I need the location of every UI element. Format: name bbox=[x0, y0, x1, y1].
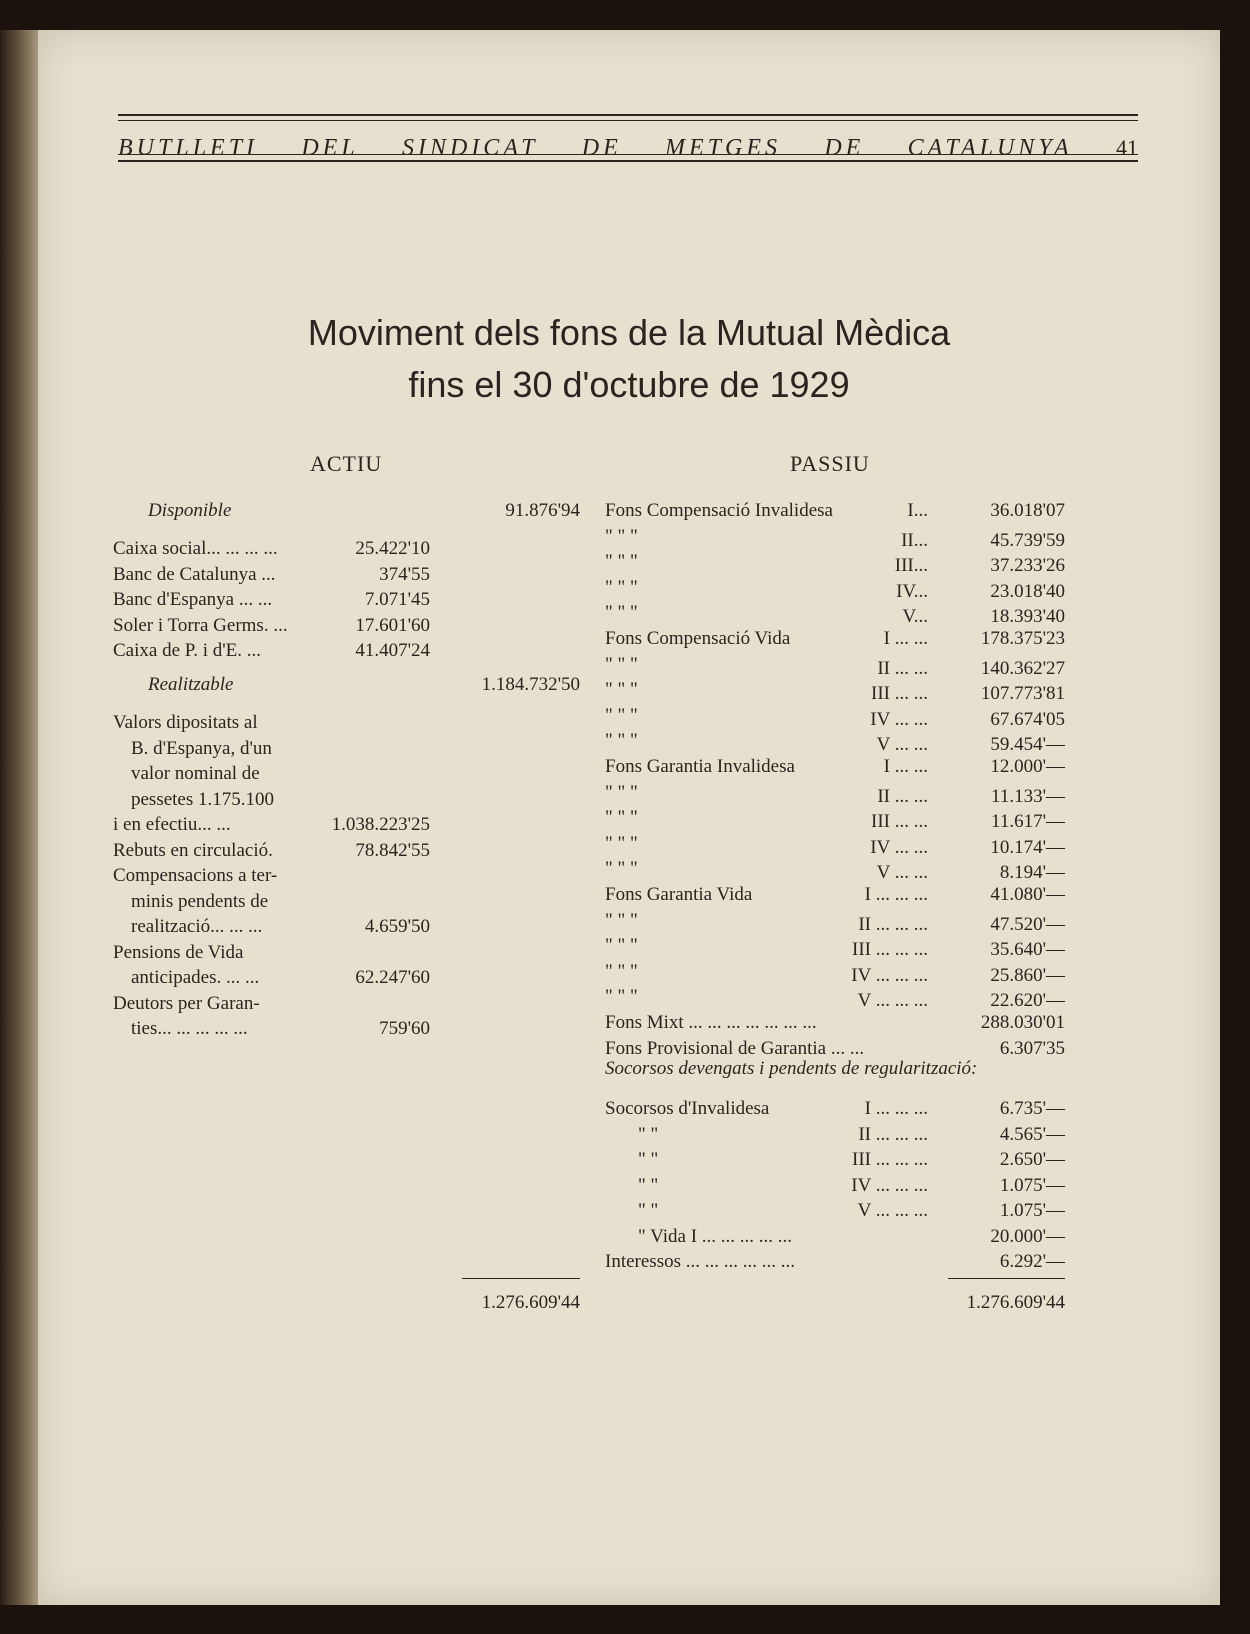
passiu-row-label: " " " bbox=[605, 858, 638, 880]
passiu-row-label: Fons Mixt ... ... ... ... ... ... ... bbox=[605, 1012, 817, 1033]
passiu-row-value: 37.233'26 bbox=[990, 555, 1065, 577]
actiu-grand-total: 1.276.609'44 bbox=[481, 1292, 580, 1313]
passiu-row-value: 6.307'35 bbox=[999, 1037, 1065, 1059]
realitzable-line-label: Deutors per Garan- bbox=[113, 992, 260, 1014]
realitzable-line-label: anticipades. ... ... bbox=[131, 967, 260, 988]
realitzable-line-label: pessetes 1.175.100 bbox=[131, 788, 275, 810]
passiu-row-value: 67.674'05 bbox=[990, 708, 1065, 730]
realitzable-line-value: 1.038.223'25 bbox=[331, 814, 430, 835]
header-rule-bottom bbox=[118, 160, 1138, 162]
disponible-item-value: 25.422'10 bbox=[355, 538, 430, 559]
passiu-row-value: 45.739'59 bbox=[990, 529, 1065, 551]
passiu-heading: PASSIU bbox=[790, 451, 870, 476]
passiu-row-grade: V ... ... bbox=[876, 734, 928, 756]
socorsos-row-label: " Vida I ... ... ... ... ... bbox=[638, 1225, 793, 1247]
passiu-row-value: 35.640'— bbox=[990, 939, 1065, 961]
passiu-row-value: 25.860'— bbox=[990, 964, 1065, 986]
passiu-row-value: 22.620'— bbox=[990, 990, 1065, 1012]
passiu-row-value: 23.018'40 bbox=[990, 580, 1065, 602]
passiu-row-value: 11.133'— bbox=[991, 785, 1065, 807]
realitzable-total: 1.184.732'50 bbox=[481, 674, 580, 695]
realitzable-line-value: 78.842'55 bbox=[355, 839, 430, 861]
passiu-row-grade: III ... ... bbox=[871, 811, 928, 833]
passiu-row-grade: II... bbox=[901, 529, 928, 551]
passiu-row-grade: III ... ... bbox=[871, 683, 928, 705]
passiu-row-value: 8.194'— bbox=[999, 862, 1065, 884]
realitzable-line-label: i en efectiu... ... bbox=[113, 814, 231, 835]
socorsos-row-label: Interessos ... ... ... ... ... ... bbox=[605, 1251, 795, 1272]
passiu-row-grade: II ... ... ... bbox=[858, 913, 928, 935]
actiu-total-rule bbox=[462, 1278, 580, 1279]
passiu-row-value: 288.030'01 bbox=[980, 1012, 1065, 1033]
socorsos-heading: Socorsos devengats i pendents de regularització: bbox=[605, 1058, 978, 1079]
passiu-row-label: Fons Garantia Invalidesa bbox=[605, 756, 795, 777]
passiu-row-value: 18.393'40 bbox=[990, 606, 1065, 628]
passiu-row-value: 12.000'— bbox=[990, 756, 1065, 777]
socorsos-row-grade: II ... ... ... bbox=[858, 1123, 928, 1145]
disponible-item-label: Banc d'Espanya ... ... bbox=[113, 589, 273, 610]
passiu-row-grade: V ... ... ... bbox=[857, 990, 928, 1012]
header-word: BUTLLETI bbox=[118, 134, 259, 161]
document-page bbox=[38, 30, 1220, 1605]
socorsos-row-label: Socorsos d'Invalidesa bbox=[605, 1098, 770, 1119]
passiu-row-value: 10.174'— bbox=[990, 836, 1065, 858]
passiu-row-label: " " " bbox=[605, 576, 638, 598]
realitzable-line-label: Pensions de Vida bbox=[113, 941, 244, 963]
passiu-total-rule bbox=[948, 1278, 1065, 1279]
passiu-row-grade: IV ... ... ... bbox=[851, 964, 928, 986]
socorsos-row-label: " " bbox=[638, 1174, 659, 1196]
header-word: METGES bbox=[665, 134, 782, 161]
passiu-grand-total: 1.276.609'44 bbox=[966, 1292, 1065, 1313]
disponible-item-label: Caixa social... ... ... ... bbox=[113, 538, 278, 559]
passiu-row-value: 107.773'81 bbox=[980, 683, 1065, 705]
passiu-row-value: 59.454'— bbox=[990, 734, 1065, 756]
disponible-item-value: 374'55 bbox=[379, 563, 430, 585]
passiu-row-value: 36.018'07 bbox=[990, 500, 1065, 521]
socorsos-row-label: " " bbox=[638, 1149, 659, 1170]
passiu-row-grade: I ... ... bbox=[883, 756, 928, 777]
disponible-item-label: Soler i Torra Germs. ... bbox=[113, 614, 288, 636]
page-number: 41 bbox=[1115, 135, 1138, 160]
passiu-row-label: " " " bbox=[605, 832, 638, 854]
passiu-row-label: Fons Compensació Vida bbox=[605, 628, 791, 649]
passiu-row-label: Fons Garantia Vida bbox=[605, 884, 753, 905]
passiu-row-label: " " " bbox=[605, 781, 638, 803]
header-rule-top-thin bbox=[118, 120, 1138, 121]
passiu-row-label: " " " bbox=[605, 653, 638, 675]
header-word: SINDICAT bbox=[401, 134, 539, 161]
socorsos-row-value: 4.565'— bbox=[999, 1123, 1065, 1145]
passiu-row-grade: I... bbox=[907, 500, 928, 521]
passiu-row-grade: V ... ... bbox=[876, 862, 928, 884]
socorsos-row-value: 6.735'— bbox=[999, 1098, 1065, 1119]
socorsos-row-label: " " bbox=[638, 1123, 659, 1145]
realitzable-line-label: Valors dipositats al bbox=[113, 712, 258, 733]
realitzable-line-value: 759'60 bbox=[379, 1018, 430, 1039]
passiu-row-label: " " " bbox=[605, 986, 638, 1008]
passiu-row-value: 140.362'27 bbox=[980, 657, 1065, 679]
passiu-row-label: " " " bbox=[605, 909, 638, 931]
realitzable-line-label: realització... ... ... bbox=[131, 916, 263, 937]
realitzable-line-label: minis pendents de bbox=[131, 890, 269, 912]
passiu-row-grade: IV... bbox=[896, 580, 928, 602]
realitzable-line-label: ties... ... ... ... ... bbox=[131, 1018, 248, 1039]
passiu-row-value: 41.080'— bbox=[990, 884, 1065, 905]
page-title-line2: fins el 30 d'octubre de 1929 bbox=[408, 364, 850, 405]
passiu-row-grade: II ... ... bbox=[877, 785, 928, 807]
passiu-row-grade: II ... ... bbox=[877, 657, 928, 679]
socorsos-row-grade: I ... ... ... bbox=[864, 1098, 928, 1119]
passiu-row-label: " " " bbox=[605, 935, 638, 957]
passiu-row-label: " " " bbox=[605, 730, 638, 752]
passiu-row-label: " " " bbox=[605, 679, 638, 701]
book-spine bbox=[0, 30, 38, 1605]
passiu-row-grade: III ... ... ... bbox=[852, 939, 928, 961]
passiu-row-value: 47.520'— bbox=[990, 913, 1065, 935]
passiu-row-label: " " " bbox=[605, 960, 638, 982]
passiu-row-grade: IV ... ... bbox=[870, 708, 928, 730]
realitzable-line-label: B. d'Espanya, d'un bbox=[131, 737, 272, 759]
socorsos-row-value: 1.075'— bbox=[999, 1174, 1065, 1196]
passiu-row-grade: I ... ... ... bbox=[864, 884, 928, 905]
realitzable-line-label: Rebuts en circulació. bbox=[113, 839, 273, 861]
actiu-heading: ACTIU bbox=[310, 451, 383, 476]
disponible-item-value: 7.071'45 bbox=[364, 589, 430, 610]
socorsos-row-value: 6.292'— bbox=[999, 1251, 1065, 1272]
passiu-row-label: " " " bbox=[605, 602, 638, 624]
passiu-row-value: 178.375'23 bbox=[980, 628, 1065, 649]
header-word: DE bbox=[824, 134, 865, 161]
socorsos-row-label: " " bbox=[638, 1200, 659, 1221]
page-content bbox=[38, 30, 1220, 1605]
realitzable-line-label: valor nominal de bbox=[131, 763, 260, 784]
passiu-row-label: " " " bbox=[605, 525, 638, 547]
header-word: DEL bbox=[301, 134, 359, 161]
passiu-row-grade: I ... ... bbox=[883, 628, 928, 649]
disponible-item-label: Banc de Catalunya ... bbox=[113, 563, 276, 585]
disponible-total: 91.876'94 bbox=[505, 500, 580, 521]
socorsos-row-value: 20.000'— bbox=[990, 1225, 1065, 1247]
socorsos-row-value: 1.075'— bbox=[999, 1200, 1065, 1221]
passiu-row-label: " " " bbox=[605, 807, 638, 829]
header-rule-bottom-thin bbox=[118, 154, 1138, 155]
socorsos-row-value: 2.650'— bbox=[999, 1149, 1065, 1170]
passiu-row-grade: V... bbox=[902, 606, 928, 628]
realitzable-line-value: 4.659'50 bbox=[364, 916, 430, 937]
socorsos-row-grade: III ... ... ... bbox=[852, 1149, 928, 1170]
realitzable-line-value: 62.247'60 bbox=[355, 967, 430, 988]
realitzable-label: Realitzable bbox=[148, 674, 234, 695]
page-title-line1: Moviment dels fons de la Mutual Mèdica bbox=[307, 312, 951, 353]
realitzable-line-label: Compensacions a ter- bbox=[113, 865, 278, 886]
disponible-item-value: 17.601'60 bbox=[355, 614, 430, 636]
passiu-row-label: " " " bbox=[605, 704, 638, 726]
disponible-item-label: Caixa de P. i d'E. ... bbox=[113, 640, 262, 661]
passiu-row-grade: III... bbox=[894, 555, 928, 577]
passiu-row-label: Fons Compensació Invalidesa bbox=[605, 500, 833, 521]
socorsos-row-grade: V ... ... ... bbox=[857, 1200, 928, 1221]
passiu-row-label: " " " bbox=[605, 551, 638, 573]
header-word: DE bbox=[581, 134, 622, 161]
passiu-row-label: Fons Provisional de Garantia ... ... bbox=[605, 1037, 865, 1059]
passiu-row-grade: IV ... ... bbox=[870, 836, 928, 858]
disponible-label: Disponible bbox=[148, 500, 232, 521]
socorsos-row-grade: IV ... ... ... bbox=[851, 1174, 928, 1196]
passiu-row-value: 11.617'— bbox=[991, 811, 1065, 833]
disponible-item-value: 41.407'24 bbox=[355, 640, 430, 661]
header-rule-top bbox=[118, 114, 1138, 116]
header-word: CATALUNYA bbox=[907, 134, 1073, 161]
